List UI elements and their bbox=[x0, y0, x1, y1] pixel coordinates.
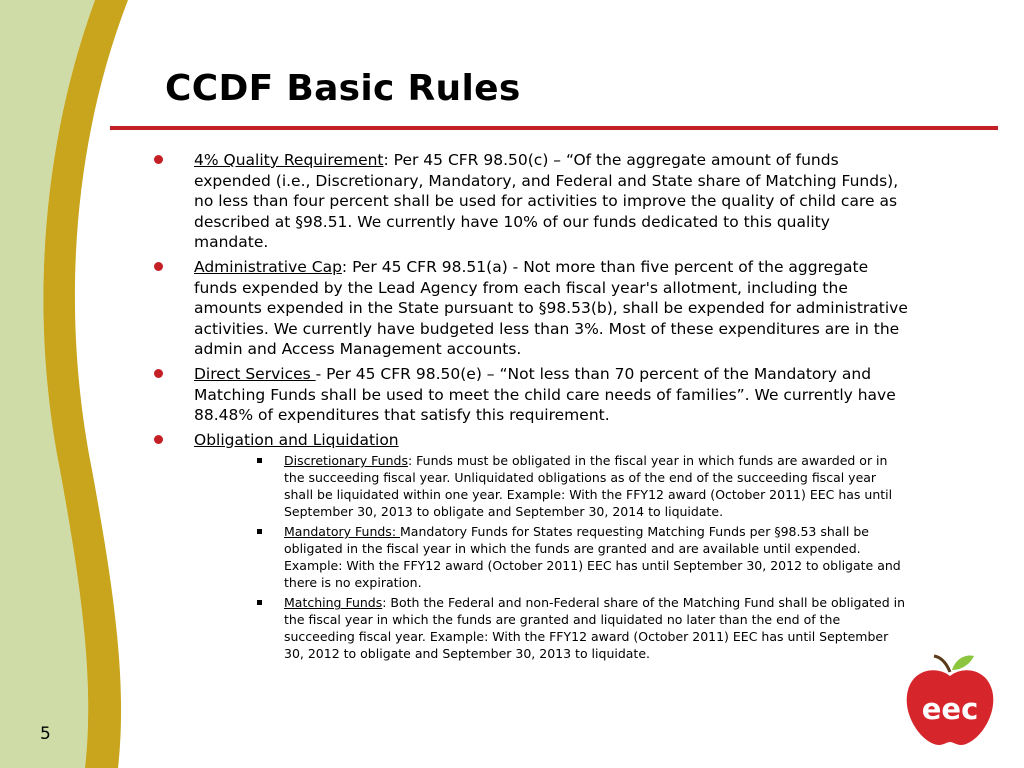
sub-bullet-list bbox=[194, 452, 908, 662]
slide-number: 5 bbox=[40, 724, 51, 744]
sub-bullet-matching-funds bbox=[238, 594, 906, 662]
sub-bullet-text: : Funds must be obligated in the fiscal year in which funds are awarded or in the succeeding fiscal year. Unliquidated obligations as of the end of the succeeding fiscal year shall be liquidated within one year. Example: With the FFY12 award (October 2011) EEC has until September 30, 2013 to obligate and September 30, 2014 to liquidate. bbox=[284, 453, 893, 520]
bullet-dot-icon bbox=[154, 262, 163, 271]
bullet-text: : Per 45 CFR 98.51(a) - Not more than five percent of the aggregate funds expended by the Lead Agency from each fiscal year's allotment, including the amounts expended in the State pursuant to §98.53(b), shall be expended for administrative activities. We currently have budgeted less than 3%. Most of these expenditures are in the admin and Access Management accounts. bbox=[194, 257, 908, 359]
bullet-quality-requirement bbox=[148, 150, 908, 253]
side-decoration bbox=[0, 0, 150, 768]
sub-bullet-text: : Both the Federal and non-Federal share of the Matching Fund shall be obligated in the fiscal year in which the funds are granted and liquidated no later than the end of the succeeding fiscal year. Example: With the FFY12 award (October 2011) EEC has until September 30, 2012 to obligate and September 30, 2013 to liquidate. bbox=[284, 595, 906, 662]
bullet-term: Obligation and Liquidation bbox=[194, 430, 399, 449]
bullet-administrative-cap bbox=[148, 257, 908, 360]
bullet-term: 4% Quality Requirement bbox=[194, 151, 384, 169]
sub-bullet-term: Discretionary Funds bbox=[284, 453, 408, 469]
bullet-dot-icon bbox=[154, 435, 163, 444]
sub-bullet-term: Matching Funds bbox=[284, 595, 383, 611]
slide-title: CCDF Basic Rules bbox=[165, 68, 521, 109]
bullet-dot-icon bbox=[154, 369, 163, 378]
logo-text: eec bbox=[921, 692, 979, 726]
bullet-obligation-liquidation bbox=[148, 430, 908, 663]
sub-bullet-term: Mandatory Funds: bbox=[284, 524, 401, 540]
sub-bullet-text: Mandatory Funds for States requesting Matching Funds per §98.53 shall be obligated in the fiscal year in which the funds are granted and are available until expended. Example: With the FFY12 award (October 2011) EEC has until September 30, 2012 to obligate and there is no expiration. bbox=[284, 524, 901, 591]
bullet-term: Direct Services bbox=[194, 364, 316, 383]
bullet-dot-icon bbox=[154, 155, 163, 164]
bullet-text: - Per 45 CFR 98.50(e) – “Not less than 70 percent of the Mandatory and Matching Funds shall be used to meet the child care needs of families”. We currently have 88.48% of expenditures that satisfy this requirement. bbox=[194, 364, 896, 425]
square-bullet-icon bbox=[257, 529, 262, 534]
square-bullet-icon bbox=[257, 458, 262, 463]
sub-bullet-discretionary-funds bbox=[238, 452, 906, 520]
bullet-term: Administrative Cap bbox=[194, 257, 342, 276]
title-rule bbox=[110, 126, 998, 130]
slide-body bbox=[148, 150, 908, 666]
bullet-text: : Per 45 CFR 98.50(c) – “Of the aggregate amount of funds expended (i.e., Discretionary, Mandatory, and Federal and State share of Matching Funds), no less than four percent shall be used for activities to improve the quality of child care as described at §98.51. We currently have 10% of our funds dedicated to this quality mandate. bbox=[194, 151, 899, 252]
square-bullet-icon bbox=[257, 600, 262, 605]
bullet-list bbox=[148, 150, 908, 662]
sub-bullet-mandatory-funds bbox=[238, 523, 906, 591]
eec-apple-logo-icon bbox=[900, 652, 1000, 748]
bullet-direct-services bbox=[148, 364, 908, 426]
